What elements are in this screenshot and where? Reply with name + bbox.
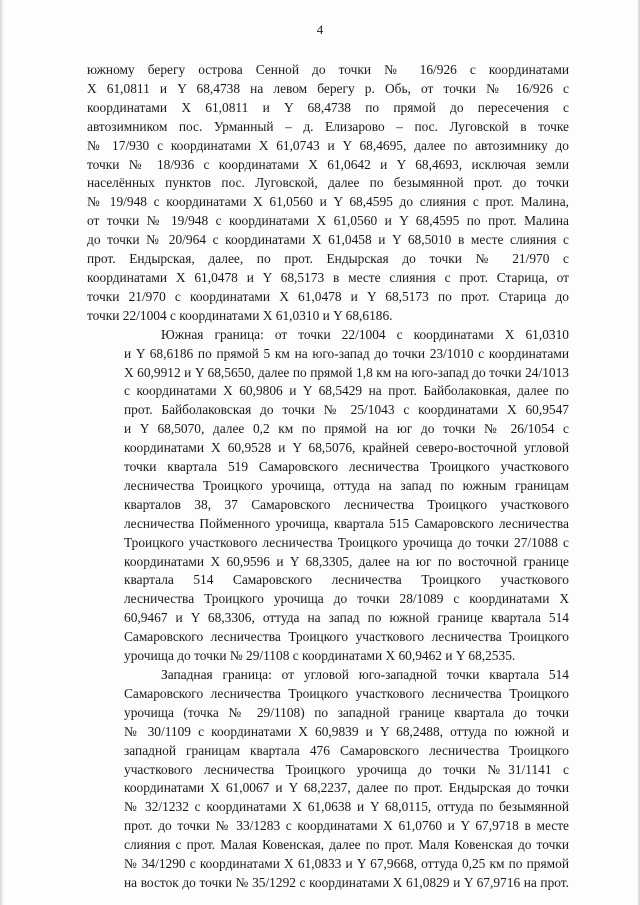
text-line: квартала 514 Самаровского лесничества Троицкого участкового bbox=[124, 572, 569, 588]
text-line: № 30/1109 с координатами X 60,9839 и Y 68,2488, оттуда по южной и bbox=[124, 723, 569, 739]
text-line: на восток до точки № 35/1292 с координатами X 61,0829 и Y 67,9716 на прот. bbox=[124, 874, 569, 890]
text-line: 60,9467 и Y 68,3306, оттуда на запад по южной границе квартала 514 bbox=[124, 610, 569, 626]
text-line: точки 22/1004 с координатами X 61,0310 и Y 68,6186. bbox=[87, 307, 393, 323]
text-line: урочища (точка № 29/1108) по западной границе квартала до точки bbox=[124, 704, 569, 720]
text-line: от точки № 19/948 с координатами X 61,0560 и Y 68,4595 по прот. Малина bbox=[87, 213, 569, 229]
text-line: № 19/948 с координатами X 61,0560 и Y 68,4595 до слияния с прот. Малина, bbox=[87, 194, 569, 210]
text-line: до точки № 20/964 с координатами X 61,0458 и Y 68,5010 в месте слияния с bbox=[87, 232, 569, 248]
text-line: прот. Байболаковская до точки № 25/1043 с координатами X 60,9547 bbox=[124, 402, 569, 418]
text-line: прот. Ендырская, далее, по прот. Ендырская до точки № 21/970 с bbox=[87, 251, 569, 267]
paragraph bbox=[87, 326, 569, 666]
text-line: X 60,9912 и Y 68,5650, далее по прямой 1,8 км на юго-запад до точки 24/1013 bbox=[124, 364, 569, 380]
scan-edge-left bbox=[0, 0, 4, 905]
text-line: и Y 68,6186 по прямой 5 км на юго-запад до точки 23/1010 с координатами bbox=[124, 345, 569, 361]
text-line: урочища до точки № 29/1108 с координатами X 60,9462 и Y 68,2535. bbox=[124, 648, 516, 664]
text-line: Южная граница: от точки 22/1004 с координатами X 61,0310 bbox=[161, 326, 569, 342]
text-line: координатами X 61,0478 и Y 68,5173 в месте слияния с прот. Старица, от bbox=[87, 269, 569, 285]
page-number: 4 bbox=[316, 22, 324, 37]
text-line: Самаровского лесничества Троицкого участкового лесничества Троицкого bbox=[124, 685, 569, 701]
text-line: и Y 68,5070, далее 0,2 км по прямой на юг до точки № 26/1054 с bbox=[124, 421, 569, 437]
text-line: координатами X 60,9596 и Y 68,3305, далее на юг по восточной границе bbox=[124, 553, 569, 569]
text-line: X 61,0811 и Y 68,4738 на левом берегу р. Обь, от точки № 16/926 с bbox=[87, 80, 569, 96]
text-line: координатами X 61,0811 и Y 68,4738 по прямой до пересечения с bbox=[87, 99, 569, 115]
text-line: участкового лесничества Троицкого урочища до точки №31/1141 с bbox=[124, 761, 569, 777]
text-line: слияния с прот. Малая Ковенская, далее по прот. Маля Ковенская до точки bbox=[124, 837, 569, 853]
text-line: лесничества Троицкого урочища, оттуда на запад по южным границам bbox=[124, 477, 569, 493]
text-line: точки 21/970 с координатами X 61,0478 и Y 68,5173 по прот. Старица до bbox=[87, 288, 569, 304]
text-line: лесничества Троицкого урочища до точки 28/1089 с координатами X bbox=[124, 591, 569, 607]
text-line: Западная граница: от угловой юго-западной точки квартала 514 bbox=[161, 667, 569, 682]
text-line: прот. до точки № 33/1283 с координатами X 61,0760 и Y 67,9718 в месте bbox=[124, 818, 569, 834]
text-line: № 17/930 с координатами X 61,0743 и Y 68,4695, далее по автозимнику до bbox=[87, 137, 569, 153]
text-line: Самаровского лесничества Троицкого участкового лесничества Троицкого bbox=[124, 629, 569, 645]
paragraph bbox=[87, 666, 569, 893]
text-line: координатами X 60,9528 и Y 68,5076, крайней северо-восточной угловой bbox=[124, 440, 569, 456]
text-line: № 32/1232 с координатами X 61,0638 и Y 68,0115, оттуда по безымянной bbox=[124, 799, 569, 815]
text-line: № 34/1290 с координатами X 61,0833 и Y 67,9668, оттуда 0,25 км по прямой bbox=[124, 856, 569, 872]
text-line: с координатами X 60,9806 и Y 68,5429 на прот. Байболаковкая, далее по bbox=[124, 383, 569, 399]
text-line: кварталов 38, 37 Самаровского лесничества Троицкого участкового bbox=[124, 496, 569, 512]
text-line: лесничества Пойменного урочища, квартала 515 Самаровского лесничества bbox=[124, 515, 569, 531]
text-line: населённых пунктов пос. Луговской, далее по безымянной прот. до точки bbox=[87, 175, 569, 191]
document-body bbox=[87, 61, 569, 893]
text-line: западной границам квартала 476 Самаровского лесничества Троицкого bbox=[124, 742, 569, 758]
text-line: южному берегу острова Сенной до точки № 16/926 с координатами bbox=[87, 62, 569, 77]
paragraph bbox=[87, 61, 569, 326]
text-line: точки квартала 519 Самаровского лесничества Троицкого участкового bbox=[124, 459, 569, 475]
text-line: координатами X 61,0067 и Y 68,2237, далее по прот. Ендырская до точки bbox=[124, 780, 569, 796]
text-line: автозимником пос. Урманный – д. Елизарово – пос. Луговской в точке bbox=[87, 118, 569, 134]
text-line: точки № 18/936 с координатами X 61,0642 и Y 68,4693, исключая земли bbox=[87, 156, 569, 172]
text-line: Троицкого участкового лесничества Троицкого урочища до точки 27/1088 с bbox=[124, 534, 569, 550]
